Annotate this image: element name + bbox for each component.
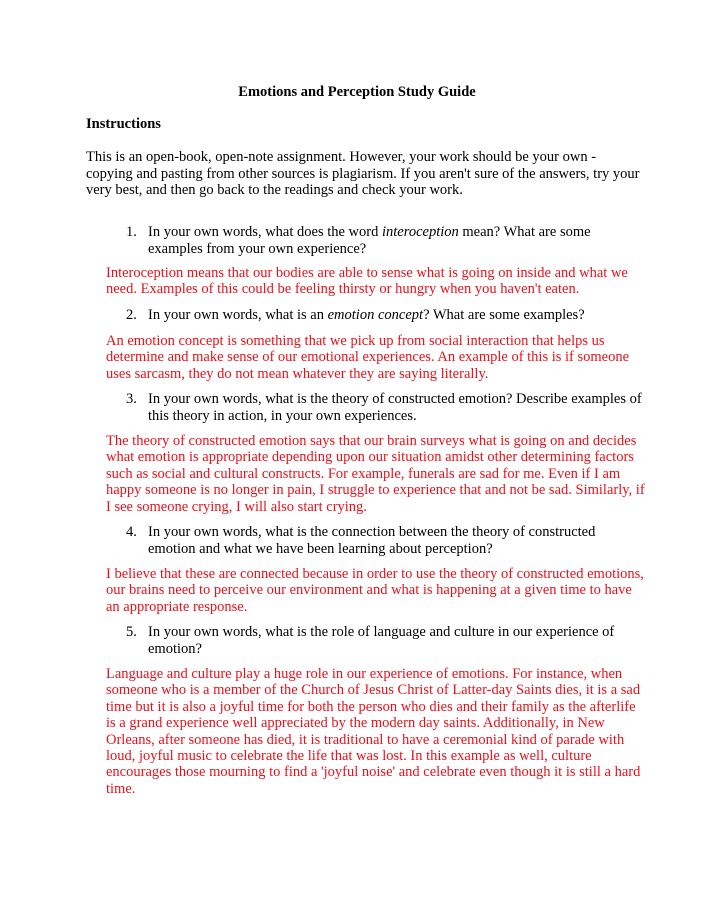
answer-1: Interoception means that our bodies are able to sense what is going on inside and what we need. Examples of this could be feeling thirsty or hungry when you haven't eaten. (106, 265, 628, 298)
question-number: 4. (126, 524, 137, 540)
answer-5: Language and culture play a huge role in our experience of emotions. For instance, when someone who is a member of the Church of Jesus Christ of Latter-day Saints dies, it is a sad time but it is also a joyful time for both the person who dies and their family as the afterlife is a grand experience well appreciated by the modern day saints. Additionally, in New Orleans, after someone has died, it is traditional to have a ceremonial kind of parade with loud, joyful music to celebrate the life that was lost. In this example as well, culture encourages those mourning to find a 'joyful noise' and celebrate even though it is still a hard time. (106, 666, 641, 797)
document-title: Emotions and Perception Study Guide (238, 84, 476, 100)
question-text: In your own words, what is an emotion concept? What are some examples? (148, 307, 585, 323)
instructions-paragraph: This is an open-book, open-note assignment. However, your work should be your own - copying and pasting from other sources is plagiarism. If you aren't sure of the answers, try your very best, and then go back to the readings and check your work. (86, 149, 640, 199)
answer-2: An emotion concept is something that we pick up from social interaction that helps us determine and make sense of our emotional experiences. An example of this is if someone uses sarcasm, they do not mean whatever they are saying literally. (106, 333, 630, 382)
instructions-heading: Instructions (86, 116, 161, 132)
question-5 (126, 624, 646, 657)
question-1 (126, 224, 646, 257)
answer-4: I believe that these are connected because in order to use the theory of constructed emotions, our brains need to perceive our environment and what is happening at a given time to have an appropriate response. (106, 566, 644, 615)
question-number: 5. (126, 624, 137, 640)
question-text: In your own words, what is the role of language and culture in our experience of emotion? (148, 624, 615, 657)
question-text: In your own words, what is the connection between the theory of constructed emotion and what we have been learning about perception? (148, 524, 596, 557)
question-number: 3. (126, 391, 137, 407)
question-text: In your own words, what is the theory of constructed emotion? Describe examples of this theory in action, in your own experiences. (148, 391, 642, 424)
answer-3: The theory of constructed emotion says that our brain surveys what is going on and decides what emotion is appropriate depending upon our situation amidst other determining factors such as social and cultural constructs. For example, funerals are sad for me. Even if I am happy someone is no longer in pain, I struggle to experience that and not be sad. Similarly, if I see someone crying, I will also start crying. (106, 433, 645, 515)
question-text: In your own words, what does the word interoception mean? What are some examples from your own experience? (148, 224, 591, 257)
question-4 (126, 524, 646, 557)
question-2 (126, 307, 646, 324)
question-number: 2. (126, 307, 137, 323)
question-3 (126, 391, 646, 424)
question-number: 1. (126, 224, 137, 240)
